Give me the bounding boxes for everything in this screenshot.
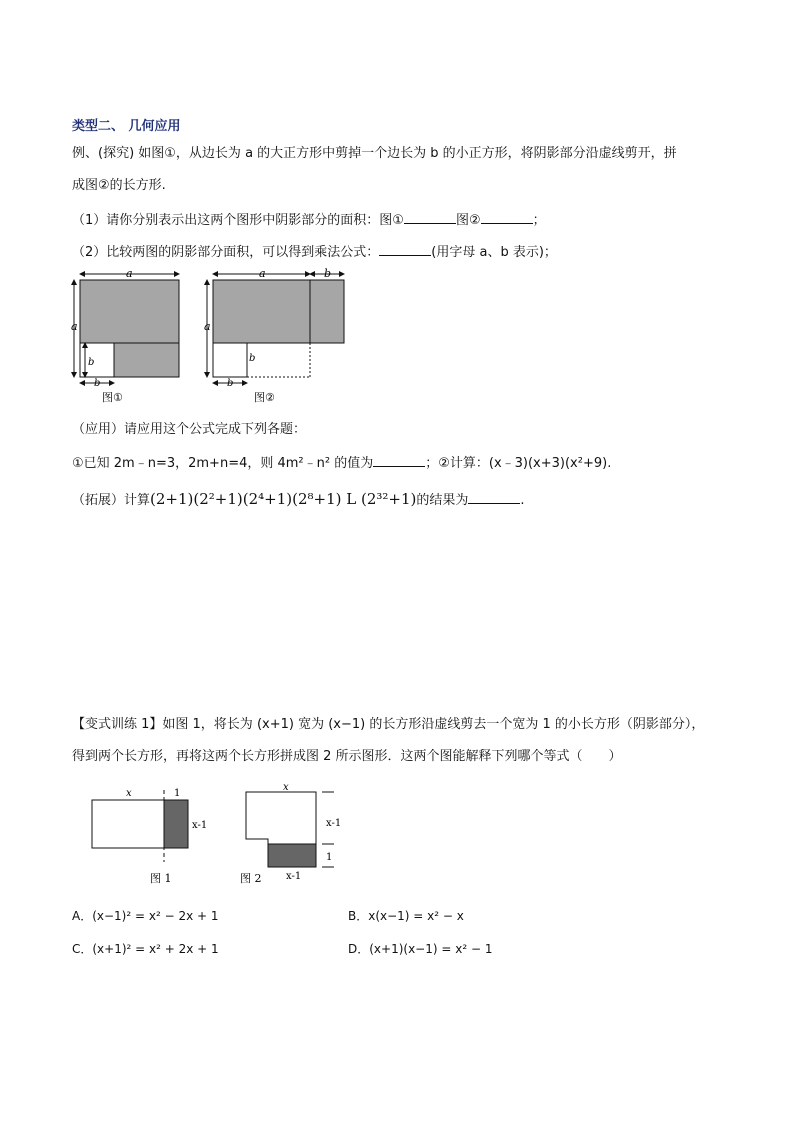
extension-line bbox=[72, 488, 525, 512]
answer-blank-fig2[interactable] bbox=[481, 209, 533, 224]
fig1-label-b-left: b bbox=[88, 357, 95, 368]
example-line-1: 例、(探究) 如图①，从边长为 a 的大正方形中剪掉一个边长为 b 的小正方形，将阴影部分沿虚线剪开，拼 bbox=[72, 146, 677, 161]
answer-blank-formula[interactable] bbox=[379, 241, 431, 256]
variant-fig1-label-xm1: x-1 bbox=[192, 820, 208, 831]
variant-fig1-caption: 图 1 bbox=[150, 872, 172, 885]
variant-figure-2 bbox=[240, 782, 341, 885]
answer-blank-result[interactable] bbox=[468, 489, 520, 504]
option-b[interactable]: B．x(x−1) = x² − x bbox=[348, 909, 464, 923]
option-c[interactable]: C．(x+1)² = x² + 2x + 1 bbox=[72, 942, 219, 956]
variant-fig1-label-x: x bbox=[126, 788, 132, 799]
fig2-label-a-left: a bbox=[204, 320, 211, 333]
variant-figures bbox=[86, 782, 356, 888]
question-1 bbox=[72, 209, 546, 230]
variant-fig2-shade bbox=[268, 844, 316, 867]
fig1-shade-top bbox=[80, 280, 179, 343]
answer-blank-fig1[interactable] bbox=[404, 209, 456, 224]
option-d[interactable]: D．(x+1)(x−1) = x² − 1 bbox=[348, 942, 493, 956]
example-line-2: 成图②的长方形. bbox=[72, 178, 166, 193]
extension-prefix: （拓展）计算 bbox=[72, 493, 151, 508]
variant-fig2-label-1: 1 bbox=[326, 852, 333, 863]
figure-2-diagram bbox=[204, 267, 344, 404]
q1-mid: 图② bbox=[455, 213, 481, 228]
q2-end: (用字母 a、b 表示)； bbox=[431, 245, 557, 260]
variant-fig1-shade bbox=[164, 800, 188, 848]
variant-fig2-label-xm1-right: x-1 bbox=[326, 818, 342, 829]
fig1-label-a-left: a bbox=[71, 320, 78, 333]
section-heading: 类型二、 几何应用 bbox=[72, 119, 181, 134]
application-intro: （应用）请应用这个公式完成下列各题： bbox=[72, 422, 307, 437]
extension-end: . bbox=[520, 493, 525, 508]
fig1-label-a-top: a bbox=[126, 267, 133, 280]
extension-suffix: 的结果为 bbox=[416, 493, 469, 508]
fig2-label-b-top: b bbox=[324, 267, 332, 280]
variant-fig2-label-x: x bbox=[283, 782, 289, 793]
application-mid: ；②计算：(x﹣3)(x+3)(x²+9). bbox=[425, 456, 612, 471]
fig1-label-b-bottom: b bbox=[94, 378, 101, 389]
question-2 bbox=[72, 241, 557, 262]
variant-fig1-label-1: 1 bbox=[174, 788, 181, 799]
application-prefix: ①已知 2m﹣n=3，2m+n=4，则 4m²﹣n² 的值为 bbox=[72, 456, 374, 471]
fig1-caption: 图① bbox=[102, 391, 123, 404]
answer-blank-value[interactable] bbox=[373, 452, 425, 467]
variant-figure-1 bbox=[92, 788, 207, 885]
extension-expression: (2+1)(2²+1)(2⁴+1)(2⁸+1) L (2³²+1) bbox=[150, 490, 417, 508]
application-line bbox=[72, 452, 611, 473]
figure-1-diagram bbox=[71, 267, 179, 404]
option-a[interactable]: A．(x−1)² = x² − 2x + 1 bbox=[72, 909, 219, 923]
fig2-label-a-top: a bbox=[259, 267, 266, 280]
fig2-caption: 图② bbox=[254, 391, 275, 404]
q1-prefix: （1）请你分别表示出这两个图形中阴影部分的面积：图① bbox=[72, 213, 404, 228]
variant-line-1: 【变式训练 1】如图 1，将长为 (x+1) 宽为 (x−1) 的长方形沿虚线剪去一个宽为 1 的小长方形（阴影部分）， bbox=[72, 717, 705, 732]
variant-line-2: 得到两个长方形，再将这两个长方形拼成图 2 所示图形．这两个图能解释下列哪个等式（ ） bbox=[72, 749, 622, 764]
fig1-shade-bottom bbox=[114, 343, 179, 377]
q2-prefix: （2）比较两图的阴影部分面积，可以得到乘法公式： bbox=[72, 245, 380, 260]
fig2-label-b-mid: b bbox=[249, 353, 256, 364]
example-figures bbox=[66, 264, 366, 406]
fig2-label-b-bottom: b bbox=[227, 378, 234, 389]
variant-fig2-label-xm1-bottom: x-1 bbox=[286, 871, 302, 882]
variant-fig2-caption: 图 2 bbox=[240, 872, 262, 885]
q1-end: ； bbox=[532, 213, 546, 228]
